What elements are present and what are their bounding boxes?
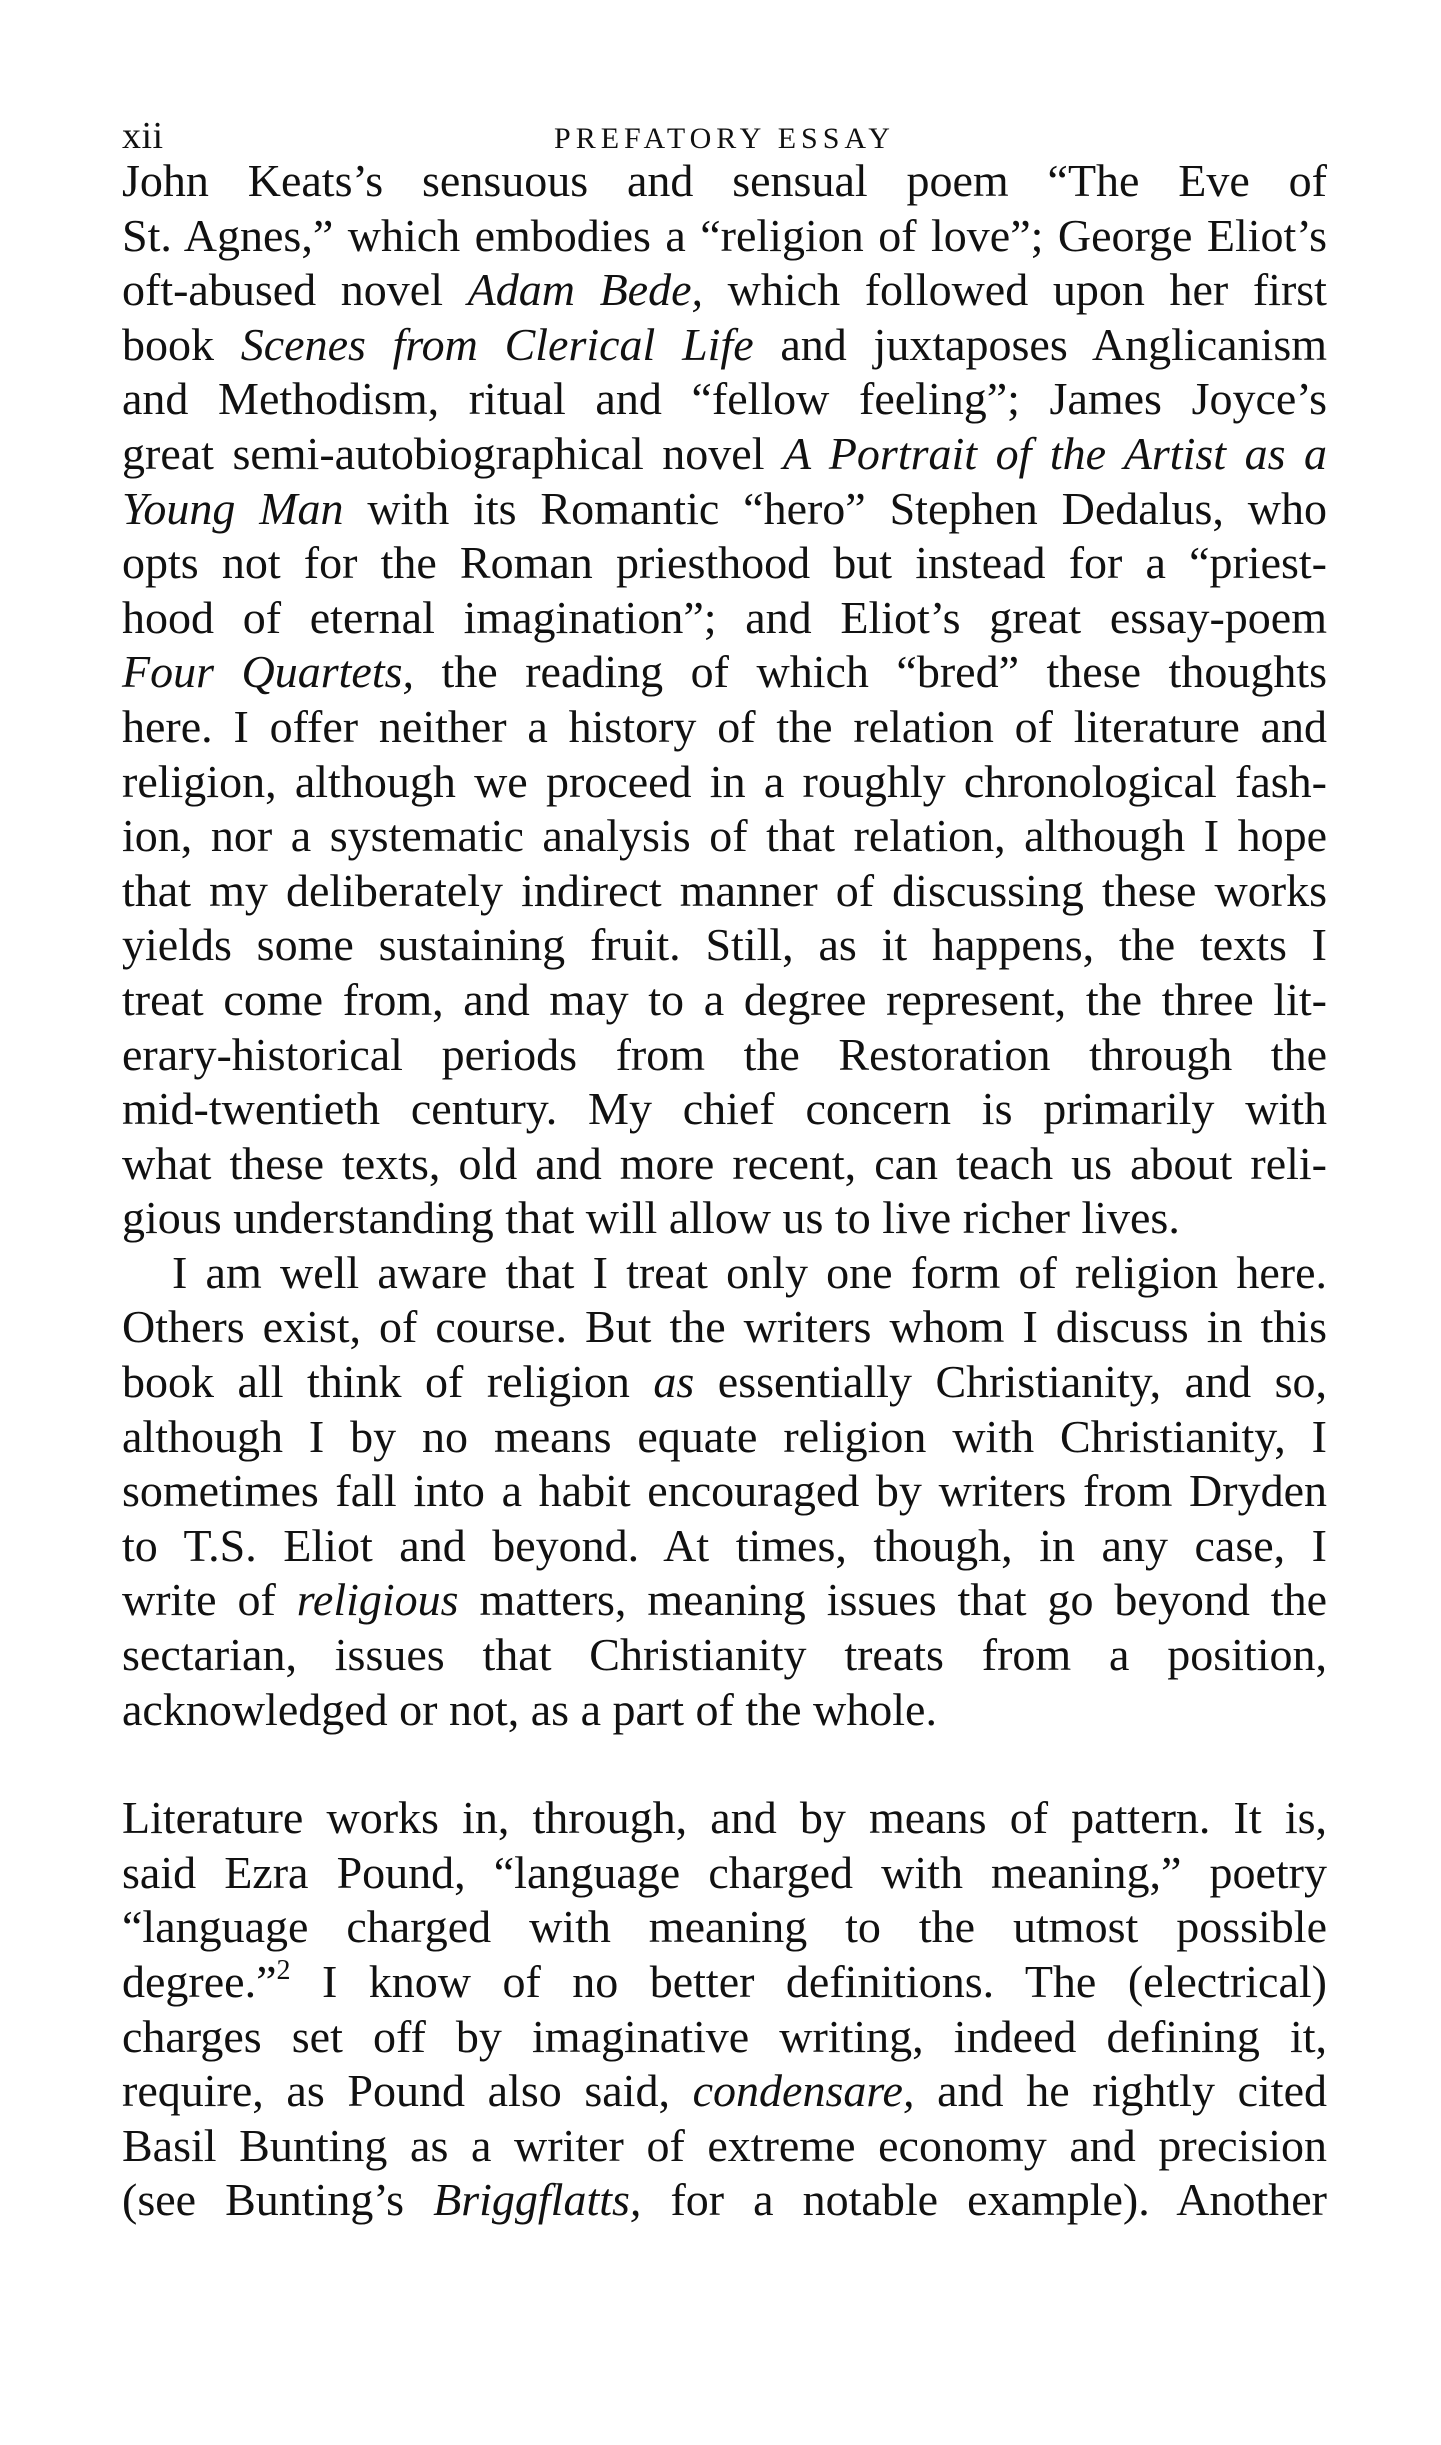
text-span: with its Romantic “hero” Stephen Dedalus, who bbox=[343, 482, 1327, 534]
text-span: hood of eternal imagination”; and Eliot’s great essay-poem bbox=[122, 591, 1327, 643]
text-line bbox=[122, 154, 1327, 209]
text-span: “language charged with meaning to the utmost possible bbox=[122, 1901, 1327, 1953]
text-span: erary-historical periods from the Restoration through the bbox=[122, 1028, 1327, 1080]
text-span: said Ezra Pound, “language charged with meaning,” poetry bbox=[122, 1846, 1327, 1898]
text-line bbox=[122, 1300, 1327, 1355]
text-span: (see Bunting’s bbox=[122, 2174, 434, 2226]
text-line bbox=[122, 1464, 1327, 1519]
italic-text: A Portrait of the Artist as a bbox=[783, 427, 1327, 479]
text-span: sectarian, issues that Christianity treats from a position, bbox=[122, 1629, 1327, 1681]
text-line bbox=[122, 1410, 1327, 1465]
italic-text: religious bbox=[296, 1574, 459, 1626]
text-line bbox=[122, 2119, 1327, 2174]
text-line bbox=[122, 1246, 1327, 1301]
text-span: which followed upon her first bbox=[703, 264, 1327, 316]
text-span: that my deliberately indirect manner of discussing these works bbox=[122, 864, 1327, 916]
text-line bbox=[122, 1573, 1327, 1628]
text-span: matters, meaning issues that go beyond the bbox=[458, 1574, 1327, 1626]
page-number: xii bbox=[122, 115, 164, 157]
text-span: and juxtaposes Anglicanism bbox=[753, 318, 1328, 370]
text-span: and Methodism, ritual and “fellow feeling”; James Joyce’s bbox=[122, 373, 1327, 425]
text-span: essentially Christianity, and so, bbox=[694, 1356, 1327, 1408]
text-line bbox=[122, 591, 1327, 646]
text-line bbox=[122, 1900, 1327, 1955]
text-line bbox=[122, 1355, 1327, 1410]
text-span: and he rightly cited bbox=[914, 2065, 1327, 2117]
text-line bbox=[122, 427, 1327, 482]
paragraph bbox=[122, 1246, 1327, 1737]
italic-text: Four Quartets, bbox=[122, 646, 415, 698]
text-span: sometimes fall into a habit encouraged by writers from Dryden bbox=[122, 1465, 1327, 1517]
text-line bbox=[122, 482, 1327, 537]
italic-text: Young Man bbox=[122, 482, 344, 534]
text-line bbox=[122, 864, 1327, 919]
text-span: the reading of which “bred” these thoughts bbox=[414, 646, 1327, 698]
text-span: write of bbox=[122, 1574, 297, 1626]
italic-text: Briggflatts, bbox=[433, 2174, 642, 2226]
text-line bbox=[122, 1191, 1327, 1246]
text-line bbox=[122, 1846, 1327, 1901]
text-span: here. I offer neither a history of the relation of literature and bbox=[122, 700, 1327, 752]
text-line bbox=[122, 1955, 1327, 2010]
text-span: yields some sustaining fruit. Still, as it happens, the texts I bbox=[122, 919, 1327, 971]
text-span: Basil Bunting as a writer of extreme economy and precision bbox=[122, 2119, 1327, 2171]
text-span: St. Agnes,” which embodies a “religion of love”; George Eliot’s bbox=[122, 209, 1327, 261]
text-span: Literature works in, through, and by means of pattern. It is, bbox=[122, 1792, 1327, 1844]
text-line bbox=[122, 700, 1327, 755]
text-span: book all think of religion bbox=[122, 1356, 654, 1408]
text-line bbox=[122, 1137, 1327, 1192]
text-span: to T.S. Eliot and beyond. At times, though, in any case, I bbox=[122, 1519, 1327, 1571]
italic-text: Adam Bede, bbox=[467, 264, 704, 316]
text-line bbox=[122, 1791, 1327, 1846]
text-span: gious understanding that will allow us to live richer lives. bbox=[122, 1192, 1180, 1244]
text-line bbox=[122, 318, 1327, 373]
text-span: charges set off by imaginative writing, indeed defining it, bbox=[122, 2010, 1327, 2062]
text-span: although I by no means equate religion with Christianity, I bbox=[122, 1410, 1327, 1462]
text-line bbox=[122, 1683, 1327, 1738]
text-line bbox=[122, 209, 1327, 264]
text-line bbox=[122, 263, 1327, 318]
body-text bbox=[122, 154, 1327, 2228]
text-span: for a notable example). Another bbox=[641, 2174, 1327, 2226]
italic-text: Scenes from Clerical Life bbox=[240, 318, 754, 370]
text-span: John Keats’s sensuous and sensual poem “The Eve of bbox=[122, 155, 1327, 206]
running-head: PREFATORY ESSAY bbox=[554, 122, 895, 155]
text-line bbox=[122, 2064, 1327, 2119]
text-span: great semi-autobiographical novel bbox=[122, 427, 784, 479]
text-span: treat come from, and may to a degree represent, the three lit- bbox=[122, 973, 1327, 1025]
text-line bbox=[122, 2010, 1327, 2065]
text-span: what these texts, old and more recent, can teach us about reli- bbox=[122, 1137, 1327, 1189]
footnote-ref[interactable]: 2 bbox=[276, 1955, 291, 1986]
text-span: ion, nor a systematic analysis of that relation, although I hope bbox=[122, 810, 1327, 862]
text-line bbox=[122, 809, 1327, 864]
italic-text: condensare, bbox=[692, 2065, 915, 2117]
text-span: Others exist, of course. But the writers whom I discuss in this bbox=[122, 1301, 1327, 1353]
text-span: I am well aware that I treat only one form of religion here. bbox=[172, 1246, 1327, 1298]
text-line bbox=[122, 1628, 1327, 1683]
text-span: degree.” bbox=[122, 1956, 277, 2007]
paragraph bbox=[122, 1791, 1327, 2228]
text-line bbox=[122, 1519, 1327, 1574]
text-span: acknowledged or not, as a part of the whole. bbox=[122, 1683, 937, 1735]
text-span: oft-abused novel bbox=[122, 264, 468, 316]
text-line bbox=[122, 1028, 1327, 1083]
text-span: opts not for the Roman priesthood but instead for a “priest- bbox=[122, 537, 1327, 589]
italic-text: as bbox=[653, 1356, 695, 1408]
text-line bbox=[122, 973, 1327, 1028]
text-line bbox=[122, 1082, 1327, 1137]
text-line bbox=[122, 372, 1327, 427]
text-line bbox=[122, 755, 1327, 810]
paragraph bbox=[122, 154, 1327, 1246]
text-line bbox=[122, 918, 1327, 973]
text-span: I know of no better definitions. The (electrical) bbox=[290, 1956, 1327, 2007]
text-span: religion, although we proceed in a roughly chronological fash- bbox=[122, 755, 1327, 807]
text-line bbox=[122, 645, 1327, 700]
section-break bbox=[122, 1737, 1327, 1791]
text-line bbox=[122, 536, 1327, 591]
text-span: mid-twentieth century. My chief concern is primarily with bbox=[122, 1083, 1327, 1135]
text-span: book bbox=[122, 318, 241, 370]
text-span: require, as Pound also said, bbox=[122, 2065, 693, 2117]
text-line bbox=[122, 2173, 1327, 2228]
